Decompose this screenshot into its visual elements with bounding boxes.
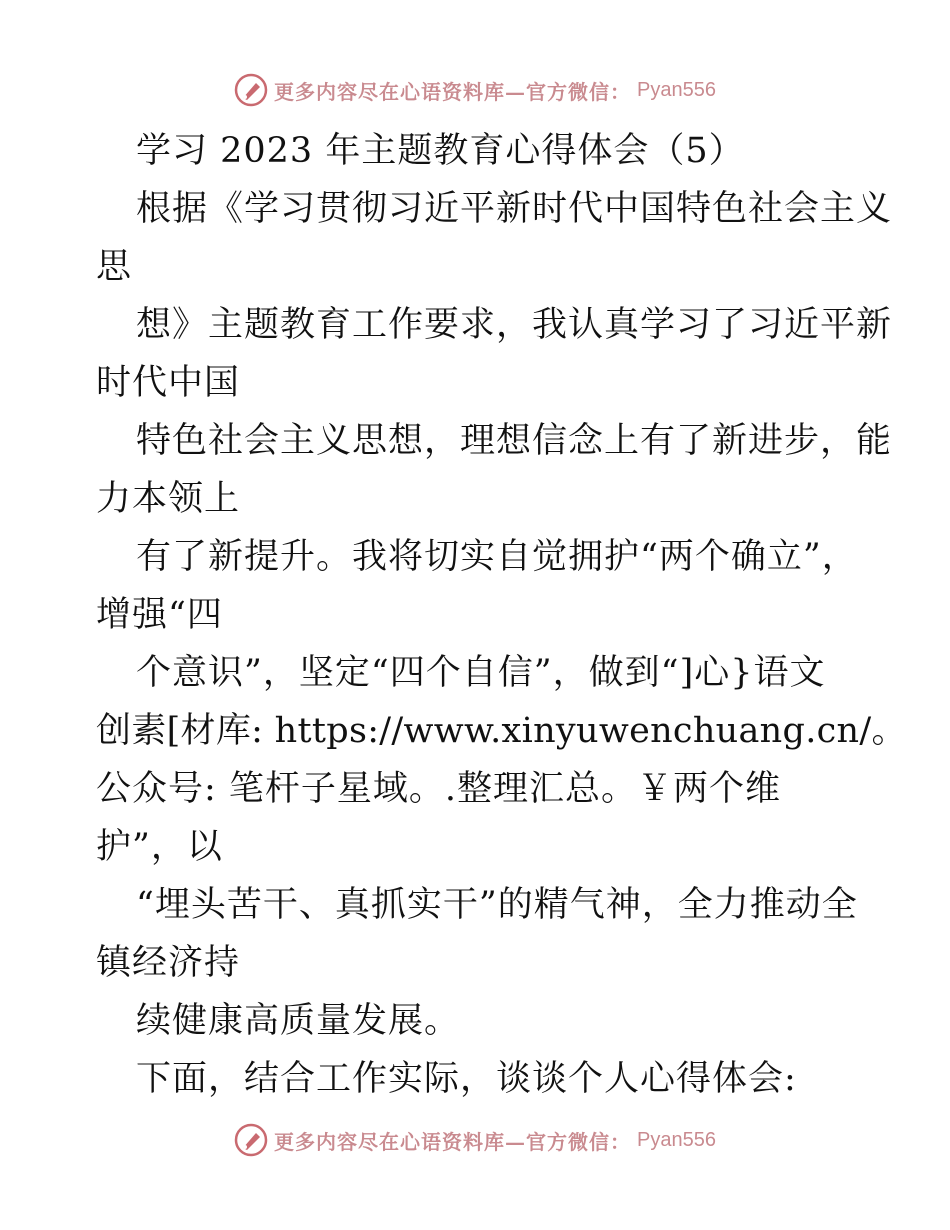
pen-nib-logo-icon	[234, 73, 268, 107]
paragraph-line: 时代中国	[96, 363, 241, 403]
document-title: 学习 2023 年主题教育心得体会（5）	[136, 131, 745, 171]
paragraph-line: “埋头苦干、真抓实干”的精气神，全力推动全	[136, 885, 858, 925]
paragraph-line: 根据《学习贯彻习近平新时代中国特色社会主义	[136, 189, 893, 229]
paragraph-line: 有了新提升。我将切实自觉拥护“两个确立”，	[136, 537, 858, 577]
footer-banner-wechat-id: Pyan556	[637, 1128, 716, 1151]
paragraph-line: 特色社会主义思想，理想信念上有了新进步，能	[136, 421, 893, 461]
paragraph-line: 护”，以	[96, 827, 223, 867]
paragraph-line: 想》主题教育工作要求，我认真学习了习近平新	[136, 305, 893, 345]
paragraph-line: 公众号: 笔杆子星域。.整理汇总。￥两个维	[96, 769, 782, 809]
paragraph-line: 个意识”，坚定“四个自信”，做到“]心}语文	[136, 653, 826, 693]
pen-nib-logo-icon	[234, 1123, 268, 1157]
header-watermark-banner	[0, 70, 950, 110]
paragraph-line: 镇经济持	[96, 943, 241, 983]
paragraph-line: 思	[96, 247, 133, 287]
paragraph-line: 续健康高质量发展。	[136, 1001, 461, 1041]
footer-watermark-banner	[0, 1120, 950, 1160]
header-banner-wechat-id: Pyan556	[637, 78, 716, 101]
paragraph-line: 下面，结合工作实际，谈谈个人心得体会:	[136, 1059, 797, 1099]
paragraph-line: 力本领上	[96, 479, 241, 519]
header-banner-text: 更多内容尽在心语资料库—官方微信：	[274, 79, 632, 104]
document-body	[96, 122, 907, 1108]
footer-banner-text: 更多内容尽在心语资料库—官方微信：	[274, 1129, 632, 1154]
paragraph-line: 创素[材库: https://www.xinyuwenchuang.cn/。	[96, 711, 907, 751]
paragraph-line: 增强“四	[96, 595, 223, 635]
